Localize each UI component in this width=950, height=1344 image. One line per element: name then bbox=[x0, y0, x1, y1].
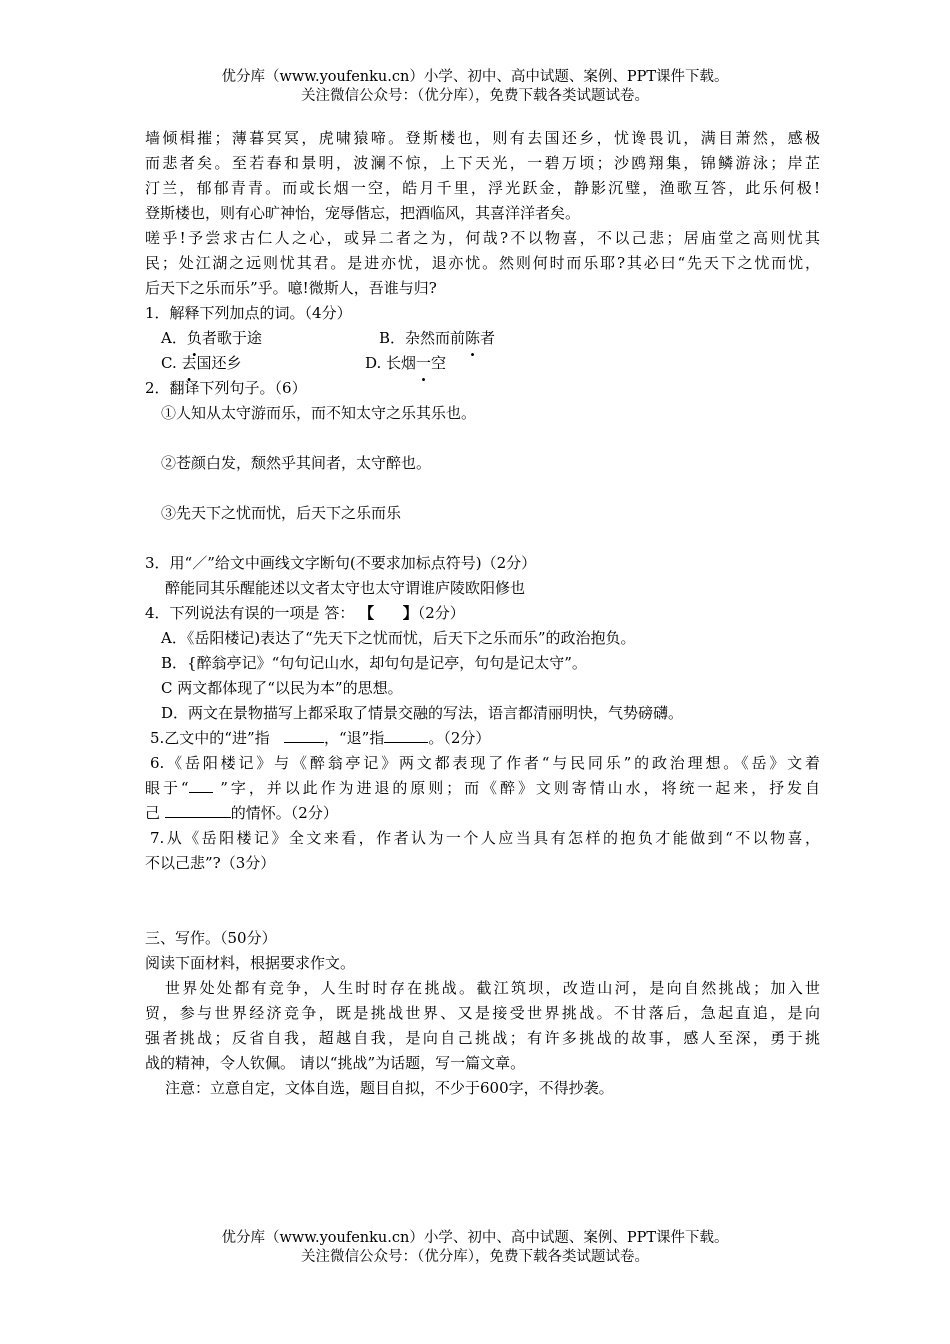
dotted-char: 去 bbox=[181, 354, 197, 372]
question-2-sentence-2: ②苍颜白发，颓然乎其间者，太守醉也。 bbox=[161, 454, 432, 472]
dotted-char: 陈 bbox=[465, 329, 481, 347]
answer-blank[interactable] bbox=[165, 817, 231, 818]
writing-material-line: 世界处处都有竞争，人生时时存在挑战。截江筑坝，改造山河，是向自然挑战；加入世 bbox=[165, 979, 820, 997]
option-b: B．杂然而前陈者 bbox=[379, 329, 496, 347]
writing-material-line: 强者挑战；反省自我，超越自我，是向自己挑战；有许多挑战的故事，感人至深，勇于挑 bbox=[145, 1029, 820, 1047]
page-footer bbox=[0, 1229, 950, 1267]
answer-blank[interactable] bbox=[384, 742, 428, 743]
question-6-line: 己 的情怀。（2分） bbox=[145, 804, 338, 822]
passage-line: 墙倾楫摧；薄暮冥冥，虎啸猿啼。登斯楼也，则有去国还乡，忧谗畏讥，满目萧然，感极 bbox=[145, 129, 820, 147]
passage-line: 登斯楼也，则有心旷神怡，宠辱偕忘，把酒临风，其喜洋洋者矣。 bbox=[145, 204, 581, 222]
writing-material-line: 战的精神，令人钦佩。 请以“挑战”为话题，写一篇文章。 bbox=[145, 1054, 526, 1072]
question-2-sentence-1: ①人知从太守游而乐，而不知太守之乐其乐也。 bbox=[161, 404, 477, 422]
question-4-option-b: B．{醉翁亭记》“句句记山水，却句句是记亭，句句是记太守”。 bbox=[161, 654, 587, 672]
question-4-stem: 4．下列说法有误的一项是 答： 【 】（2分） bbox=[145, 604, 465, 622]
writing-intro: 阅读下面材料，根据要求作文。 bbox=[145, 954, 356, 972]
footer-line-2: 关注微信公众号：（优分库），免费下载各类试题试卷。 bbox=[301, 1249, 649, 1265]
question-1-stem: 1．解释下列加点的词。（4分） bbox=[145, 304, 352, 322]
question-7-line: 7.从《岳阳楼记》全文来看，作者认为一个人应当具有怎样的抱负才能做到“不以物喜， bbox=[150, 829, 820, 847]
option-d: D. 长烟一空 bbox=[365, 354, 447, 372]
page-header bbox=[0, 68, 950, 106]
question-3-stem: 3．用“／”给文中画线文字断句(不要求加标点符号)（2分） bbox=[145, 554, 537, 572]
writing-material-line: 贸，参与世界经济竞争，既是挑战世界、又是接受世界挑战。不甘落后，急起直追，是向 bbox=[145, 1004, 820, 1022]
question-3-text: 醉能同其乐醒能述以文者太守也太守谓谁庐陵欧阳修也 bbox=[165, 579, 526, 597]
passage-line: 汀兰，郁郁青青。而或长烟一空，皓月千里，浮光跃金，静影沉璧，渔歌互答，此乐何极! bbox=[145, 179, 820, 197]
question-2-stem: 2．翻译下列句子。（6） bbox=[145, 379, 307, 397]
question-2-sentence-3: ③先天下之忧而忧，后天下之乐而乐 bbox=[161, 504, 402, 522]
answer-blank[interactable] bbox=[284, 742, 324, 743]
writing-note: 注意：立意自定，文体自选，题目自拟，不少于600字，不得抄袭。 bbox=[165, 1079, 614, 1097]
question-4-option-a: A．《岳阳楼记)表达了“先天下之忧而忧，后天下之乐而乐”的政治抱负。 bbox=[161, 629, 636, 647]
dotted-char: 负 bbox=[186, 329, 202, 347]
question-4-option-c: C 两文都体现了“以民为本”的思想。 bbox=[161, 679, 403, 697]
header-line-1: 优分库（www.youfenku.cn）小学、初中、高中试题、案例、PPT课件下载。 bbox=[221, 69, 729, 85]
document-body bbox=[145, 126, 820, 1101]
question-7-line: 不以己悲”?（3分） bbox=[145, 854, 276, 872]
passage-line: 民；处江湖之远则忧其君。是进亦忧，退亦忧。然则何时而乐耶?其必曰“先天下之忧而忧， bbox=[145, 254, 820, 272]
question-6-line: 6.《岳阳楼记》与《醉翁亭记》两文都表现了作者“与民同乐”的政治理想。《岳》文着 bbox=[150, 754, 820, 772]
answer-blank[interactable] bbox=[189, 792, 213, 793]
option-c: C. 去国还乡 bbox=[161, 354, 242, 372]
question-1-options-cd bbox=[145, 351, 820, 376]
footer-line-1: 优分库（www.youfenku.cn）小学、初中、高中试题、案例、PPT课件下载。 bbox=[221, 1230, 729, 1246]
writing-section-title: 三、写作。（50分） bbox=[145, 929, 277, 947]
question-6-line: 眼于“ ”字，并以此作为进退的原则；而《醉》文则寄情山水，将统一起来，抒发自 bbox=[145, 779, 820, 797]
answer-bracket-open: 【 bbox=[359, 604, 375, 622]
passage-line: 嗟乎!予尝求古仁人之心，或异二者之为，何哉?不以物喜，不以己悲；居庙堂之高则忧其 bbox=[145, 229, 820, 247]
answer-bracket-close: 】 bbox=[402, 604, 418, 622]
dotted-char: 一 bbox=[416, 354, 432, 372]
passage-line: 而悲者矣。至若春和景明，波澜不惊，上下天光，一碧万顷；沙鸥翔集，锦鳞游泳；岸芷 bbox=[145, 154, 820, 172]
passage-line: 后天下之乐而乐”乎。噫!微斯人，吾谁与归? bbox=[145, 279, 437, 297]
question-5: 5.乙文中的“进”指 ，“退”指 。（2分） bbox=[150, 729, 491, 747]
question-1-options-ab bbox=[145, 326, 820, 351]
header-line-2: 关注微信公众号：（优分库），免费下载各类试题试卷。 bbox=[301, 88, 649, 104]
question-4-option-d: D．两文在景物描写上都采取了情景交融的写法，语言都清丽明快，气势磅礴。 bbox=[161, 704, 684, 722]
option-a: A．负者歌于途 bbox=[161, 329, 262, 347]
